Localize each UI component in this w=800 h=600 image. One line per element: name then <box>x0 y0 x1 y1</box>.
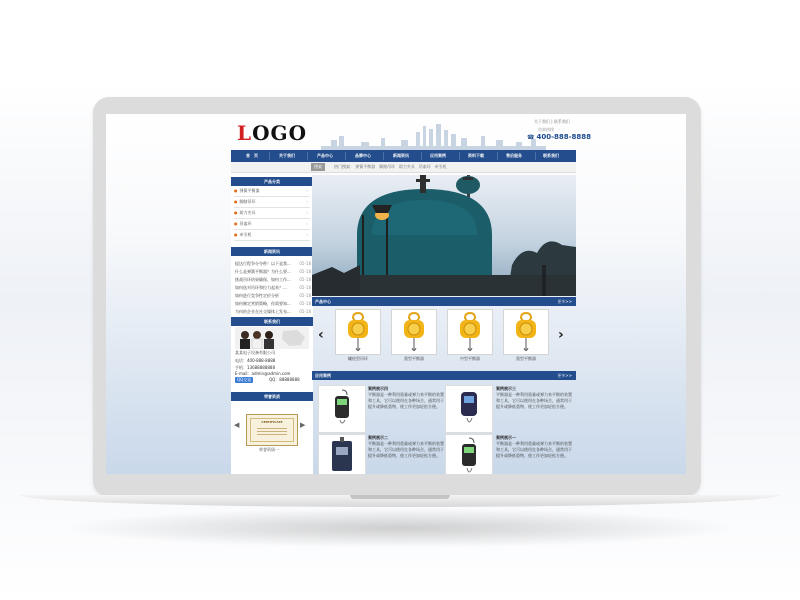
laptop-notch <box>350 495 450 499</box>
contact-phone: 电话：400-888-8888 <box>235 358 276 363</box>
categories-header: 产品分类 <box>231 177 313 186</box>
products-section-header: 产品中心 更多>> <box>312 297 576 306</box>
honor-header: 荣誉资质 <box>231 392 313 401</box>
nav-item-contact[interactable]: 联系我们 <box>543 153 559 158</box>
product-image <box>503 309 549 355</box>
qq-number: QQ：88888888 <box>269 377 300 382</box>
news-item[interactable]: 如何进行竞争性定价分析 05-18 <box>235 293 311 298</box>
case-image[interactable] <box>318 385 366 433</box>
news-header: 新闻资讯 <box>231 247 313 256</box>
case-text[interactable]: 案例展示四 平衡器是一种利用重量或弹力来平衡的装置和工具，它可以使用在各种场合，通常用于提升或降低重物，使工作更加轻松方便。 <box>368 386 444 409</box>
nav-item-downloads[interactable]: 资料下载 <box>468 153 484 158</box>
case-image[interactable] <box>445 434 493 474</box>
hot-search: 热门搜索： 弹簧平衡器 脚踏吊环 助力夹具 吊索环 牵引机 <box>334 164 447 169</box>
cases-more-link[interactable]: 更多>> <box>557 373 572 378</box>
chevron-right-icon: › <box>306 221 308 226</box>
chevron-right-icon: › <box>306 232 308 237</box>
site-logo[interactable]: LOGO <box>237 121 307 145</box>
product-card[interactable]: 重型平衡器 <box>391 309 435 365</box>
nav-item-service[interactable]: 售后服务 <box>506 153 522 158</box>
search-button[interactable]: 搜索 <box>311 163 325 171</box>
cert-caption: 荣誉资质一 <box>259 447 279 452</box>
news-item[interactable]: 什么是弹簧平衡器？为什么要... 05-18 <box>235 269 311 274</box>
product-image <box>335 309 381 355</box>
case-image[interactable] <box>318 434 366 474</box>
product-card[interactable]: 螺栓型吊环 <box>335 309 379 365</box>
bullet-icon: ● <box>234 232 238 237</box>
hot-search-item[interactable]: 脚踏吊环 <box>379 164 396 169</box>
customer-service-image <box>235 327 309 349</box>
bullet-icon: ● <box>234 199 238 204</box>
category-item[interactable]: ● 助力夹具 › <box>234 210 310 219</box>
chevron-right-icon: › <box>306 199 308 204</box>
phone-icon: ☎ <box>527 134 535 141</box>
news-item[interactable]: 挑战吊环结果确保，如何工作... 05-18 <box>235 277 311 282</box>
search-bar <box>231 162 576 173</box>
case-text[interactable]: 案例展示一 平衡器是一种利用重量或弹力来平衡的装置和工具，它可以使用在各种场合，通常用于提升或降低重物，使工作更加轻松方便。 <box>496 435 572 458</box>
product-image <box>447 309 493 355</box>
chevron-left-icon[interactable]: ‹ <box>318 327 324 343</box>
company-name: 某某电子设备有限公司 <box>235 350 275 355</box>
hot-search-item[interactable]: 弹簧平衡器 <box>355 164 376 169</box>
chevron-right-icon: › <box>306 188 308 193</box>
chevron-right-icon: › <box>306 210 308 215</box>
category-item[interactable]: ● 脚踏吊环 › <box>234 199 310 208</box>
hot-search-item[interactable]: 牵引机 <box>434 164 447 169</box>
hotline-label: 咨询热线 <box>538 127 554 132</box>
chevron-right-icon[interactable]: ▶ <box>300 421 306 429</box>
contact-mobile: 手机：13688888888 <box>235 365 275 370</box>
case-image[interactable] <box>445 385 493 433</box>
certificate-image[interactable]: CERTIFICATE <box>246 414 298 446</box>
bullet-icon: ● <box>234 188 238 193</box>
website-screen <box>106 114 686 474</box>
hero-banner[interactable] <box>312 175 576 296</box>
nav-item-about[interactable]: 关于我们 <box>279 153 295 158</box>
product-card[interactable]: 中型平衡器 <box>447 309 491 365</box>
nav-item-brand[interactable]: 品牌中心 <box>355 153 371 158</box>
news-item[interactable]: 提达行程争分夺秒！以下是我... 05-18 <box>235 261 311 266</box>
news-item[interactable]: 如何制定营销策略，你需要知... 05-18 <box>235 301 311 306</box>
nav-item-products[interactable]: 产品中心 <box>317 153 333 158</box>
category-item[interactable]: ● 牵引机 › <box>234 232 310 241</box>
cases-section-header: 应用案例 更多>> <box>312 371 576 380</box>
hotline-phone: ☎ 400-888-8888 <box>527 133 592 141</box>
category-item[interactable]: ● 弹簧平衡器 › <box>234 188 310 197</box>
nav-item-home[interactable]: 首 页 <box>246 153 258 158</box>
category-item[interactable]: ● 吊索环 › <box>234 221 310 230</box>
chevron-right-icon[interactable]: › <box>558 327 564 343</box>
contact-header: 联系我们 <box>231 317 313 326</box>
chevron-left-icon[interactable]: ◀ <box>234 421 240 429</box>
nav-item-news[interactable]: 新闻资讯 <box>393 153 409 158</box>
bullet-icon: ● <box>234 221 238 226</box>
nav-item-cases[interactable]: 应用案例 <box>430 153 446 158</box>
case-text[interactable]: 案例展示三 平衡器是一种利用重量或弹力来平衡的装置和工具，它可以使用在各种场合，通常用于提升或降低重物，使工作更加轻松方便。 <box>496 386 572 409</box>
news-item[interactable]: 为何的企业在社交媒体上发布... 05-18 <box>235 309 311 314</box>
bullet-icon: ● <box>234 210 238 215</box>
news-item[interactable]: 如何选对吊环和拉力起来？... 05-18 <box>235 285 311 290</box>
products-more-link[interactable]: 更多>> <box>557 299 572 304</box>
product-card[interactable]: 重型平衡器 <box>503 309 547 365</box>
skyline-illustration <box>321 120 546 152</box>
case-text[interactable]: 案例展示二 平衡器是一种利用重量或弹力来平衡的装置和工具，它可以使用在各种场合，通常用于提升或降低重物，使工作更加轻松方便。 <box>368 435 444 458</box>
qq-chat-button[interactable]: QQ交谈 <box>237 377 252 382</box>
hot-search-item[interactable]: 助力夹具 <box>398 164 415 169</box>
hot-search-item[interactable]: 吊索环 <box>418 164 431 169</box>
contact-email[interactable]: E-mail：admin@admin.com <box>235 371 291 376</box>
top-links[interactable]: 关于我们 | 联系我们 <box>534 119 570 124</box>
product-image <box>391 309 437 355</box>
laptop-shadow <box>60 508 740 548</box>
main-nav <box>231 150 576 162</box>
